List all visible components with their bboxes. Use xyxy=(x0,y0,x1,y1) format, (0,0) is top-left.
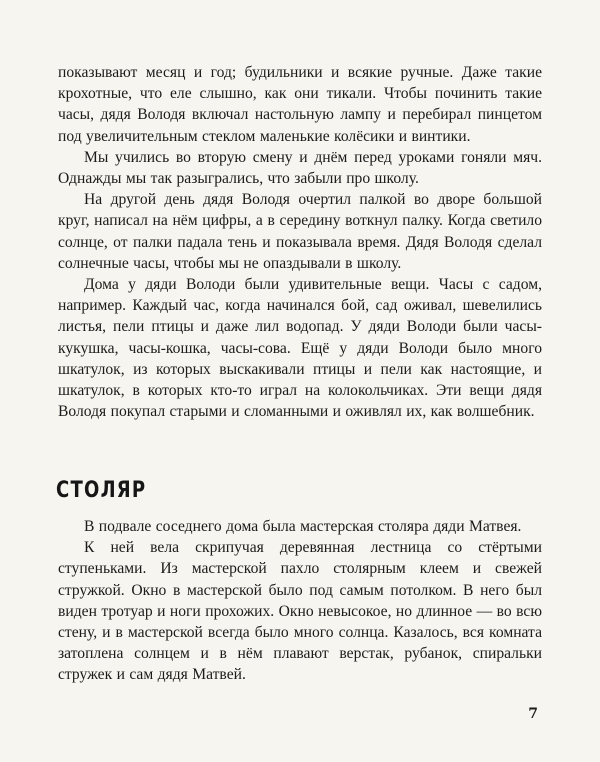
section-heading: СТОЛЯР xyxy=(56,478,147,503)
section-text xyxy=(58,516,542,686)
paragraph-continued: показывают месяц и год; будильники и всякие ручные. Даже такие крохотные, что еле слышно, как они тикали. Чтобы починить такие часы, дядя Володя включал настольную лампу и перебирал пинцетом под увеличительным стеклом маленькие колёсики и винтики. xyxy=(58,64,542,145)
story-text xyxy=(58,62,542,422)
page-number: 7 xyxy=(528,706,538,722)
paragraph: Дома у дяди Володи были удивительные вещи. Часы с садом, например. Каждый час, когда начинался бой, сад оживал, шевелились листья, пели птицы и даже лил водопад. У дяди Володи были часы-кукушка, часы-кошка, часы-сова. Ещё у дяди Володи было много шкатулок, из которых выскакивали птицы и пели как настоящие, и шкатулок, в которых кто-то играл на колокольчиках. Эти вещи дядя Володя покупал старыми и сломанными и оживлял их, как волшебник. xyxy=(58,276,542,421)
paragraph: Мы учились во вторую смену и днём перед уроками гоняли мяч. Однажды мы так разыгрались, что забыли про школу. xyxy=(58,148,542,188)
paragraph: В подвале соседнего дома была мастерская столяра дяди Матвея. xyxy=(84,518,522,535)
paragraph: На другой день дядя Володя очертил палкой во дворе большой круг, написал на нём цифры, а в середину воткнул палку. Когда светило солнце, от палки падала тень и показывала время. Дядя Володя сделал солнечные часы, чтобы мы не опаздывали в школу. xyxy=(58,191,542,272)
paragraph: К ней вела скрипучая деревянная лестница со стёртыми ступеньками. Из мастерской пахло столярным клеем и свежей стружкой. Окно в мастерской было под самым потолком. В него был виден тротуар и ноги прохожих. Окно невысокое, но длинное — во всю стену, и в мастерской всегда было много солнца. Казалось, вся комната затоплена солнцем и в нём плавают верстак, рубанок, спиральки стружек и сам дядя Матвей. xyxy=(58,539,542,684)
